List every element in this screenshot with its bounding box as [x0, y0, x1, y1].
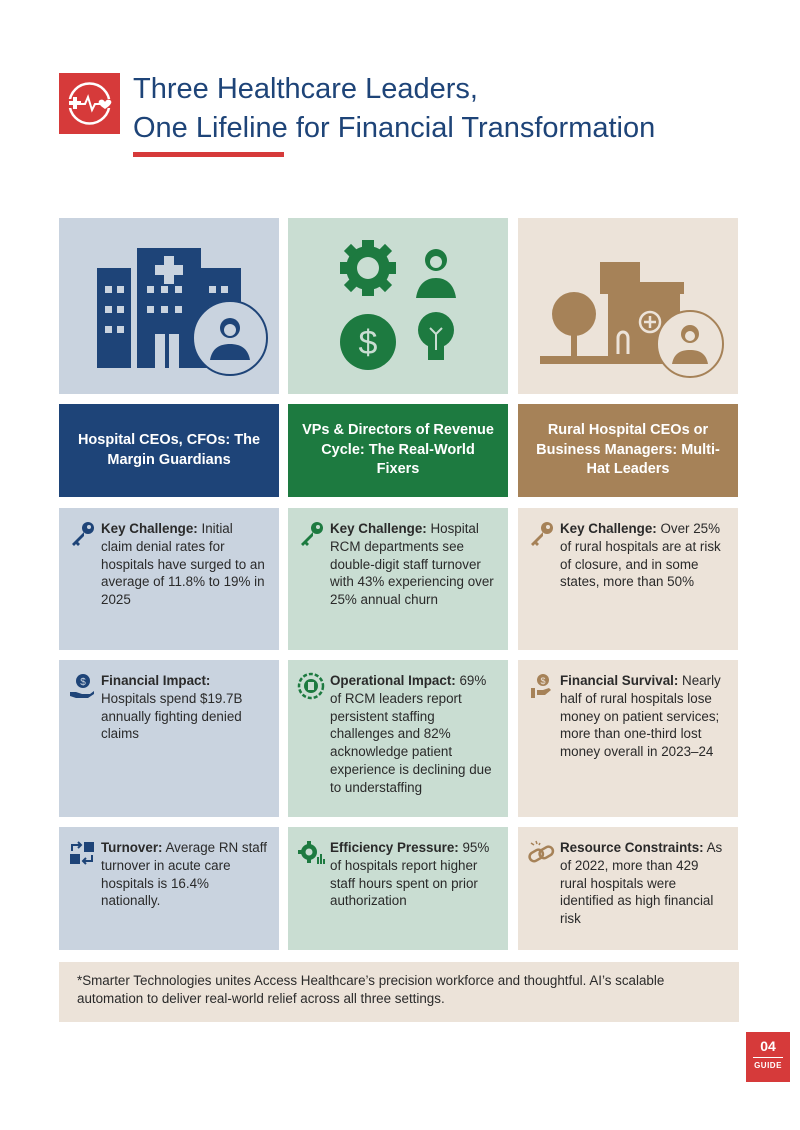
cell-text: Over 25% of rural hospitals are at risk of closure, and in some states, more than 50%	[560, 521, 721, 590]
hospital-building-with-person-icon	[59, 218, 279, 394]
cell-key-challenge-rural	[518, 508, 738, 650]
cell-efficiency-pressure	[288, 827, 508, 950]
cell-text: Nearly half of rural hospitals lose money on patient services; more than one-third lost money overall in 2023–24	[560, 673, 721, 760]
cell-text: 95% of hospitals report higher staff hours spent on prior authorization	[330, 840, 490, 909]
footnote: *Smarter Technologies unites Access Healthcare’s precision workforce and thoughtful. AI’s scalable automation to deliver real-world relief across all three settings.	[59, 962, 739, 1022]
cell-text: Hospitals spend $19.7B annually fighting denied claims	[101, 690, 243, 742]
cell-text: As of 2022, more than 429 rural hospitals were identified as high financial risk	[560, 840, 723, 927]
column-heading-hospital-ceos: Hospital CEOs, CFOs: The Margin Guardians	[59, 404, 279, 497]
title-underline	[133, 152, 284, 157]
column-heading-rural-hospital: Rural Hospital CEOs or Business Managers: Multi-Hat Leaders	[518, 404, 738, 497]
title-line-2: One Lifeline for Financial Transformation	[133, 112, 656, 144]
cell-label: Financial Survival:	[560, 673, 679, 688]
cell-resource-constraints	[518, 827, 738, 950]
page-badge-divider	[753, 1057, 783, 1058]
page-badge	[746, 1032, 790, 1082]
cell-label: Operational Impact:	[330, 673, 456, 688]
svg-text:$: $	[540, 676, 546, 686]
rural-clinic-tree-person-icon	[518, 218, 738, 394]
title-line-1: Three Healthcare Leaders,	[133, 73, 478, 105]
page-label: GUIDE	[754, 1061, 782, 1070]
cell-label: Efficiency Pressure:	[330, 840, 459, 855]
svg-text:$: $	[358, 324, 378, 362]
hand-dollar-icon	[68, 672, 96, 700]
gear-person-dollar-lightbulb-icon	[288, 218, 508, 394]
cell-key-challenge-rcm	[288, 508, 508, 650]
cell-label: Turnover:	[101, 840, 163, 855]
cell-label: Key Challenge:	[330, 521, 427, 536]
cell-financial-survival	[518, 660, 738, 817]
cell-operational-impact	[288, 660, 508, 817]
cell-text: Initial claim denial rates for hospitals have surged to an average of 11.8% to 19% in 2025	[101, 521, 265, 608]
cell-text: 69% of RCM leaders report persistent staffing challenges and 82% acknowledge patient experience is declining due to understaffing	[330, 673, 492, 795]
cell-label: Key Challenge:	[560, 521, 657, 536]
cell-label: Financial Impact:	[101, 673, 211, 688]
gear-chart-icon	[297, 839, 325, 867]
heartbeat-logo-icon	[59, 73, 120, 134]
key-icon	[68, 520, 96, 548]
cell-label: Resource Constraints:	[560, 840, 704, 855]
page-number: 04	[760, 1038, 776, 1054]
operations-icon	[297, 672, 325, 700]
money-hand-icon	[527, 672, 555, 700]
cell-turnover	[59, 827, 279, 950]
chain-link-icon	[527, 839, 555, 867]
column-heading-revenue-cycle: VPs & Directors of Revenue Cycle: The Real-World Fixers	[288, 404, 508, 497]
key-icon	[297, 520, 325, 548]
cell-text: Average RN staff turnover in acute care hospitals is 16.4% nationally.	[101, 840, 267, 909]
page-title	[133, 70, 753, 148]
key-icon	[527, 520, 555, 548]
cell-financial-impact	[59, 660, 279, 817]
cell-text: Hospital RCM departments see double-digit staff turnover with 43% experiencing over 25% annual churn	[330, 521, 494, 608]
svg-text:$: $	[80, 677, 86, 688]
turnover-icon	[68, 839, 96, 867]
cell-label: Key Challenge:	[101, 521, 198, 536]
cell-key-challenge-hospital	[59, 508, 279, 650]
